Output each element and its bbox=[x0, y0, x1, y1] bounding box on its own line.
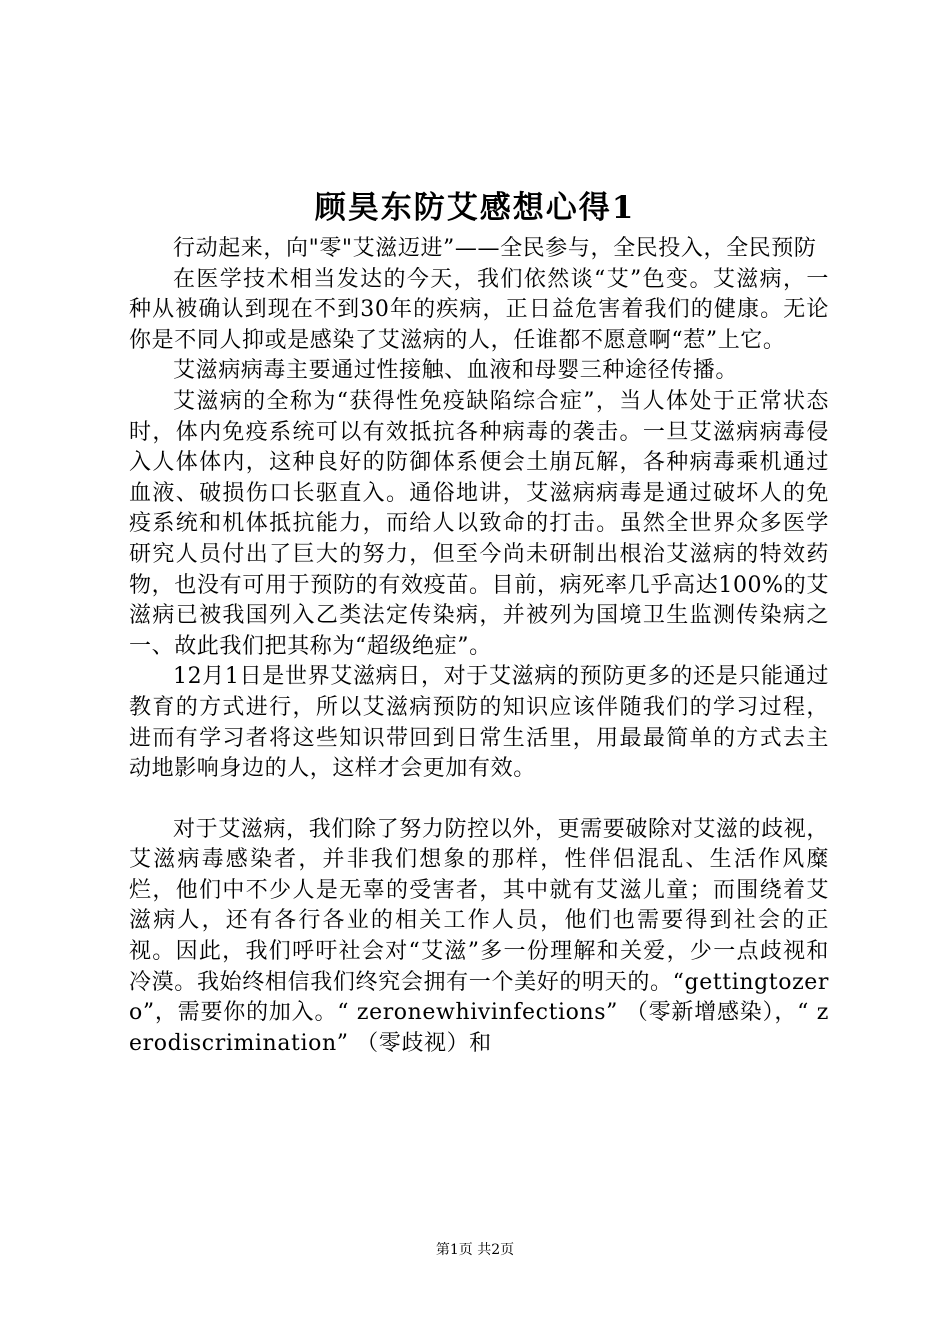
paragraph-medical-tech: 在医学技术相当发达的今天，我们依然谈“艾”色变。艾滋病，一种从被确认到现在不到30年的疾病，正日益危害着我们的健康。无论你是不同人抑或是感染了艾滋病的人，任谁都不愿意啊“惹”上它。 bbox=[129, 266, 829, 353]
paragraph-intro: 行动起来，向"零"艾滋迈进”——全民参与，全民投入，全民预防 bbox=[173, 236, 817, 261]
document-title: 顾昊东防艾感想心得1 bbox=[314, 190, 636, 226]
paragraph-transmission: 艾滋病病毒主要通过性接触、血液和母婴三种途径传播。 bbox=[173, 358, 739, 384]
paragraph-aids-day: 12月1日是世界艾滋病日，对于艾滋病的预防更多的还是只能通过教育的方式进行，所以艾滋病预防的知识应该伴随我们的学习过程，进而有学习者将这些知识带回到日常生活里，用最最简单的方式去主动地影响身边的人，这样才会更加有效。 bbox=[129, 664, 829, 782]
paragraph-full-name: 艾滋病的全称为“获得性免疫缺陷综合症”，当人体处于正常状态时，体内免疫系统可以有效抵抗各种病毒的袭击。一旦艾滋病病毒侵入人体体内，这种良好的防御体系便会土崩瓦解，各种病毒乘机通过血液、破损伤口长驱直入。通俗地讲，艾滋病病毒是通过破坏人的免疫系统和机体抵抗能力，而给人以致命的打击。虽然全世界众多医学研究人员付出了巨大的努力，但至今尚未研制出根治艾滋病的特效药物，也没有可用于预防的有效疫苗。目前，病死率几乎高达100%的艾滋病已被我国列入乙类法定传染病，并被列为国境卫生监测传染病之一、故此我们把其称为“超级绝症”。 bbox=[129, 388, 829, 659]
document-body bbox=[129, 234, 829, 1059]
page-footer: 第1页 共2页 bbox=[435, 1242, 515, 1258]
paragraph-discrimination: 对于艾滋病，我们除了努力防控以外，更需要破除对艾滋的歧视，艾滋病毒感染者，并非我们想象的那样，性伴侣混乱、生活作风糜烂，他们中不少人是无辜的受害者，其中就有艾滋儿童；而围绕着艾滋病人，还有各行各业的相关工作人员，他们也需要得到社会的正视。因此，我们呼吁社会对“艾滋”多一份理解和关爱，少一点歧视和冷漠。我始终相信我们终究会拥有一个美好的明天的。“gettingtozero”，需要你的加入。“ zeronewhivinfections” （零新增感染），“ zerodiscrimination” （零歧视）和 bbox=[129, 816, 829, 1056]
